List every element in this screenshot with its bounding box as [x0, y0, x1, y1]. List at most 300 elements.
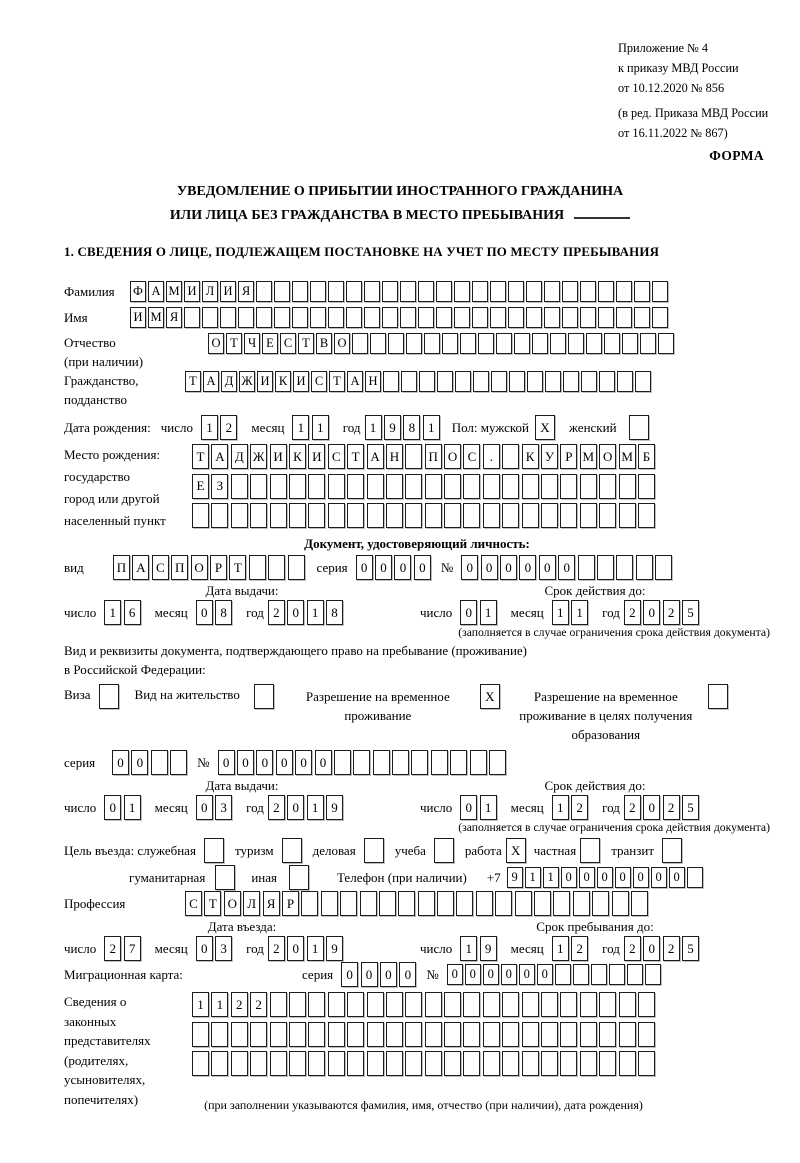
char-cell [405, 992, 422, 1017]
representatives-label [64, 992, 192, 1109]
patronymic-label-line1: Отчество [64, 335, 116, 350]
purpose-study-label: учеба [394, 842, 426, 858]
char-cell [541, 1022, 558, 1047]
char-cell [292, 307, 308, 328]
resident-issue-year-cells [268, 795, 343, 820]
char-cell [472, 281, 488, 302]
char-cell: Т [347, 444, 364, 469]
doc-type-cells [113, 555, 305, 580]
char-cell [580, 1051, 597, 1076]
resident-valid-month-cells [552, 795, 588, 820]
form-title-line2-text: ИЛИ ЛИЦА БЕЗ ГРАЖДАНСТВА В МЕСТО ПРЕБЫВАНИЯ [169, 208, 565, 223]
char-cell [444, 503, 461, 528]
char-cell [544, 281, 560, 302]
birth-place-label-line2: государство [64, 469, 130, 484]
char-cell [580, 307, 596, 328]
char-cell [652, 307, 668, 328]
char-cell: 8 [403, 415, 420, 440]
char-cell: 1 [124, 795, 141, 820]
char-cell [562, 281, 578, 302]
purpose-work-checkbox: X [506, 838, 526, 863]
purpose-tourism-label: туризм [234, 842, 274, 858]
char-cell [489, 750, 506, 775]
resident-issue-day-cells [104, 795, 140, 820]
char-cell [444, 1051, 461, 1076]
char-cell [220, 307, 236, 328]
char-cell [425, 474, 442, 499]
char-cell: Т [329, 371, 345, 392]
char-cell [308, 992, 325, 1017]
char-cell [231, 474, 248, 499]
char-cell [270, 474, 287, 499]
char-cell: 0 [287, 795, 304, 820]
char-cell [598, 281, 614, 302]
stay-month-cells [552, 936, 588, 961]
char-cell: О [208, 333, 224, 354]
char-cell: 0 [414, 555, 431, 580]
char-cell: А [367, 444, 384, 469]
resident-number-label: № [197, 754, 210, 770]
char-cell [609, 964, 625, 985]
char-cell [270, 1051, 287, 1076]
char-cell: 0 [131, 750, 148, 775]
char-cell [231, 503, 248, 528]
char-cell [364, 307, 380, 328]
char-cell: 6 [124, 600, 141, 625]
char-cell [386, 1022, 403, 1047]
purpose-tourism-checkbox [282, 838, 302, 863]
char-cell [655, 555, 672, 580]
char-cell [289, 503, 306, 528]
char-cell [463, 474, 480, 499]
surname-row [64, 281, 770, 302]
char-cell: Т [185, 371, 201, 392]
edition-line: от 16.11.2022 № 867) [618, 126, 728, 140]
char-cell: 9 [480, 936, 497, 961]
char-cell: 0 [237, 750, 254, 775]
char-cell: 2 [220, 415, 237, 440]
surname-label: Фамилия [64, 283, 115, 299]
char-cell [289, 474, 306, 499]
char-cell [599, 503, 616, 528]
representatives-label-line4: (родителях, [64, 1052, 129, 1068]
year-label: год [342, 419, 361, 435]
char-cell [622, 333, 638, 354]
char-cell [401, 371, 417, 392]
char-cell [289, 1022, 306, 1047]
char-cell [367, 992, 384, 1017]
patronymic-label [64, 333, 208, 371]
char-cell [619, 1051, 636, 1076]
char-cell [645, 964, 661, 985]
char-cell [202, 307, 218, 328]
char-cell [418, 281, 434, 302]
purpose-work-label: работа [464, 842, 502, 858]
char-cell [347, 474, 364, 499]
char-cell [425, 1022, 442, 1047]
char-cell [616, 555, 633, 580]
birth-month-cells [292, 415, 328, 440]
char-cell [454, 307, 470, 328]
purpose-transit-label: транзит [611, 842, 655, 858]
char-cell [508, 307, 524, 328]
char-cell [250, 1051, 267, 1076]
char-cell [599, 371, 615, 392]
temporary-residence-education-checkbox [708, 684, 728, 709]
char-cell: С [463, 444, 480, 469]
char-cell: 0 [519, 555, 536, 580]
char-cell: 1 [365, 415, 382, 440]
representatives-block [64, 992, 770, 1117]
char-cell: И [184, 281, 200, 302]
char-cell [418, 307, 434, 328]
char-cell [491, 371, 507, 392]
char-cell: 2 [663, 600, 680, 625]
char-cell: 1 [525, 867, 541, 888]
char-cell: 0 [669, 867, 685, 888]
year-label: год [246, 940, 264, 956]
char-cell: Л [202, 281, 218, 302]
char-cell: 9 [507, 867, 523, 888]
char-cell [586, 333, 602, 354]
char-cell [463, 503, 480, 528]
identity-issue-date [64, 600, 420, 625]
identity-doc-dates-row [64, 600, 770, 625]
char-cell [450, 750, 467, 775]
issue-date-heading: Дата выдачи: [205, 778, 279, 793]
citizenship-label [64, 371, 185, 409]
char-cell: О [191, 555, 208, 580]
char-cell [627, 964, 643, 985]
temporary-residence-label: Разрешение на временное проживание [305, 689, 450, 723]
char-cell [437, 891, 454, 916]
char-cell [405, 1051, 422, 1076]
char-cell [370, 333, 386, 354]
char-cell: 3 [215, 936, 232, 961]
char-cell: 0 [315, 750, 332, 775]
char-cell [192, 503, 209, 528]
char-cell [599, 474, 616, 499]
char-cell: П [113, 555, 130, 580]
char-cell: А [347, 371, 363, 392]
char-cell [288, 555, 305, 580]
char-cell: 0 [539, 555, 556, 580]
section1-heading: 1. СВЕДЕНИЯ О ЛИЦЕ, ПОДЛЕЖАЩЕМ ПОСТАНОВКЕ НА УЧЕТ ПО МЕСТУ ПРЕБЫВАНИЯ [64, 245, 660, 259]
char-cell: Л [243, 891, 260, 916]
char-cell [308, 474, 325, 499]
migration-series-cells [341, 962, 416, 987]
char-cell [340, 891, 357, 916]
resident-series-cells [112, 750, 187, 775]
char-cell [334, 750, 351, 775]
patronymic-cells [208, 333, 674, 354]
char-cell [483, 474, 500, 499]
char-cell [687, 867, 703, 888]
char-cell: 1 [552, 600, 569, 625]
identity-valid-date [420, 600, 699, 625]
purpose-transit-checkbox [662, 838, 682, 863]
identity-doc-heading: Документ, удостоверяющий личность: [304, 536, 530, 551]
profession-row [64, 891, 770, 916]
char-cell [515, 891, 532, 916]
month-label: месяц [154, 604, 188, 620]
char-cell: 0 [256, 750, 273, 775]
char-cell [431, 750, 448, 775]
char-cell [553, 891, 570, 916]
edition-line: (в ред. Приказа МВД России [618, 106, 769, 120]
purpose-delovaya-option [313, 838, 384, 863]
doc-type-label: вид [64, 559, 84, 575]
resident-number-cells [218, 750, 506, 775]
char-cell [289, 992, 306, 1017]
char-cell [470, 750, 487, 775]
char-cell: 0 [633, 867, 649, 888]
resident-doc-line2: в Российской Федерации: [64, 662, 206, 677]
birth-date-label: Дата рождения: [64, 419, 151, 435]
char-cell [527, 371, 543, 392]
resident-valid-year-cells [624, 795, 699, 820]
char-cell [545, 371, 561, 392]
citizenship-row [64, 371, 770, 409]
char-cell [476, 891, 493, 916]
char-cell: Ч [244, 333, 260, 354]
char-cell [599, 1022, 616, 1047]
char-cell: К [289, 444, 306, 469]
char-cell: 0 [295, 750, 312, 775]
visa-label: Виза [64, 687, 91, 702]
char-cell: Т [226, 333, 242, 354]
char-cell: 1 [423, 415, 440, 440]
day-label: число [160, 419, 193, 435]
form-title [0, 180, 800, 228]
appendix-line: к приказу МВД России [618, 61, 739, 75]
char-cell [634, 281, 650, 302]
residence-permit-label: Вид на жительство [134, 687, 240, 702]
stay-until-date [420, 936, 699, 961]
char-cell [483, 1051, 500, 1076]
char-cell: 2 [268, 600, 285, 625]
char-cell [346, 281, 362, 302]
month-label: месяц [154, 799, 188, 815]
char-cell [592, 891, 609, 916]
char-cell [455, 371, 471, 392]
char-cell [478, 333, 494, 354]
char-cell: 0 [483, 964, 499, 985]
char-cell [411, 750, 428, 775]
purpose-private-checkbox [580, 838, 600, 863]
valid-date-heading: Срок действия до: [544, 583, 646, 598]
char-cell [560, 1051, 577, 1076]
char-cell [638, 503, 655, 528]
char-cell [472, 307, 488, 328]
purpose-other-label: иная [251, 869, 277, 885]
char-cell: 1 [201, 415, 218, 440]
char-cell: 1 [480, 600, 497, 625]
char-cell: О [444, 444, 461, 469]
month-label: месяц [154, 940, 188, 956]
month-label: месяц [510, 799, 544, 815]
birth-place-row3-cells [192, 503, 655, 528]
char-cell [425, 1051, 442, 1076]
char-cell [532, 333, 548, 354]
char-cell [184, 307, 200, 328]
char-cell [454, 281, 470, 302]
char-cell [638, 1051, 655, 1076]
char-cell: 2 [624, 795, 641, 820]
char-cell: В [316, 333, 332, 354]
purpose-row [64, 838, 770, 863]
char-cell: И [293, 371, 309, 392]
identity-issue-year-cells [268, 600, 343, 625]
doc-series-cells [356, 555, 431, 580]
name-label: Имя [64, 309, 88, 325]
month-label: месяц [510, 604, 544, 620]
purpose-private-option [534, 838, 600, 863]
migration-card-label: Миграционная карта: [64, 966, 183, 982]
migration-card-row [64, 962, 770, 987]
purpose-study-option [395, 838, 454, 863]
char-cell [238, 307, 254, 328]
year-label: год [246, 799, 264, 815]
char-cell: 1 [307, 936, 324, 961]
identity-valid-month-cells [552, 600, 588, 625]
valid-date-heading: Срок действия до: [544, 778, 646, 793]
appendix-line: от 10.12.2020 № 856 [618, 81, 725, 95]
char-cell: 0 [196, 600, 213, 625]
representatives-label-line6: попечителях) [64, 1091, 139, 1107]
form-title-line1: УВЕДОМЛЕНИЕ О ПРИБЫТИИ ИНОСТРАННОГО ГРАЖДАНИНА [176, 184, 624, 199]
char-cell: 0 [460, 795, 477, 820]
representatives-label-line5: усыновителях, [64, 1072, 146, 1087]
entry-dates-row [64, 936, 770, 961]
identity-doc-note: (заполняется в случае ограничения срока действия документа) [458, 626, 770, 639]
char-cell: 0 [481, 555, 498, 580]
month-label: месяц [251, 419, 285, 435]
char-cell [425, 503, 442, 528]
purpose-study-checkbox [434, 838, 454, 863]
char-cell [560, 992, 577, 1017]
char-cell [573, 891, 590, 916]
char-cell [619, 992, 636, 1017]
birth-date-row [64, 415, 770, 440]
char-cell [405, 444, 422, 469]
char-cell: 1 [307, 600, 324, 625]
char-cell: Т [192, 444, 209, 469]
char-cell [151, 750, 168, 775]
char-cell [460, 333, 476, 354]
resident-issue-date [64, 795, 420, 820]
patronymic-row [64, 333, 770, 371]
char-cell [591, 964, 607, 985]
char-cell [496, 333, 512, 354]
char-cell: 0 [104, 795, 121, 820]
name-cells [130, 307, 668, 328]
char-cell [483, 992, 500, 1017]
char-cell: 0 [380, 962, 397, 987]
char-cell [604, 333, 620, 354]
identity-doc-date-headings [64, 583, 770, 599]
char-cell: 0 [643, 600, 660, 625]
char-cell [192, 1051, 209, 1076]
birth-place-row2-cells [192, 474, 655, 499]
year-label: год [602, 604, 620, 620]
char-cell [367, 474, 384, 499]
char-cell: 0 [341, 962, 358, 987]
char-cell: М [166, 281, 182, 302]
char-cell: Я [263, 891, 280, 916]
birth-day-cells [201, 415, 237, 440]
char-cell: Н [365, 371, 381, 392]
char-cell [612, 891, 629, 916]
char-cell [483, 503, 500, 528]
purpose-transit-option [611, 838, 682, 863]
representatives-row1-cells [192, 992, 655, 1017]
char-cell [597, 555, 614, 580]
char-cell: К [275, 371, 291, 392]
char-cell [599, 1051, 616, 1076]
char-cell [502, 444, 519, 469]
appendix-header [618, 38, 768, 143]
char-cell [526, 281, 542, 302]
entry-day-cells [104, 936, 140, 961]
char-cell [580, 474, 597, 499]
char-cell: С [311, 371, 327, 392]
year-label: год [602, 940, 620, 956]
char-cell: 0 [643, 795, 660, 820]
phone-cells [507, 867, 703, 888]
char-cell: 2 [624, 600, 641, 625]
char-cell: М [148, 307, 164, 328]
char-cell: 2 [268, 936, 285, 961]
char-cell [170, 750, 187, 775]
char-cell [405, 474, 422, 499]
purpose-humanitarian-label: гуманитарная [129, 869, 206, 885]
char-cell: 0 [287, 936, 304, 961]
char-cell: 1 [104, 600, 121, 625]
resident-valid-day-cells [460, 795, 496, 820]
char-cell [250, 474, 267, 499]
char-cell [580, 503, 597, 528]
birth-place-label [64, 444, 192, 532]
purpose-private-label: частная [533, 842, 577, 858]
char-cell: 0 [361, 962, 378, 987]
char-cell [563, 371, 579, 392]
doc-number-label: № [440, 559, 454, 575]
char-cell [616, 281, 632, 302]
representatives-row3-cells [192, 1051, 655, 1076]
char-cell: 1 [307, 795, 324, 820]
day-label: число [420, 940, 453, 956]
purpose-row2 [64, 865, 770, 890]
char-cell: 2 [268, 795, 285, 820]
char-cell: 2 [571, 795, 588, 820]
appendix-line: Приложение № 4 [618, 41, 709, 55]
visa-checkbox [99, 684, 119, 709]
stay-until-heading: Срок пребывания до: [536, 919, 654, 934]
char-cell [580, 1022, 597, 1047]
char-cell: 2 [624, 936, 641, 961]
char-cell [392, 750, 409, 775]
char-cell [321, 891, 338, 916]
char-cell: 0 [519, 964, 535, 985]
char-cell [400, 281, 416, 302]
char-cell [550, 333, 566, 354]
char-cell [367, 503, 384, 528]
char-cell [274, 307, 290, 328]
doc-series-label: серия [316, 559, 348, 575]
birth-year-cells [365, 415, 440, 440]
title-blank-line [574, 215, 630, 219]
